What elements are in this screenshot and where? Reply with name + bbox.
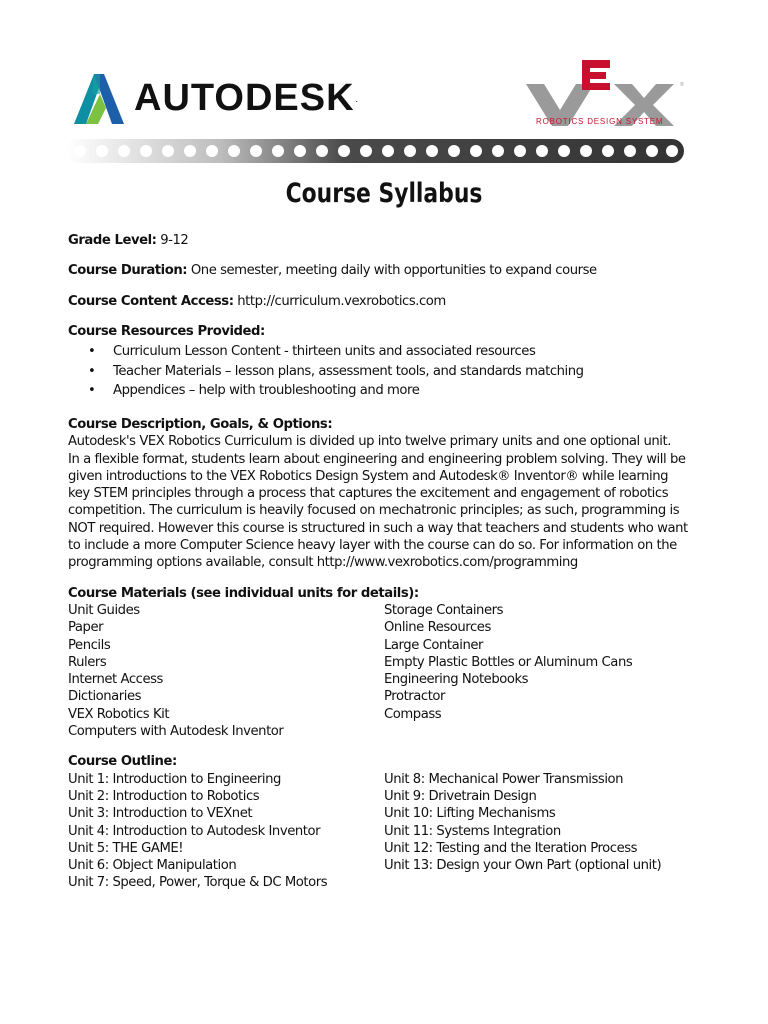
list-item: Storage Containers [384, 602, 504, 618]
materials-right-column [384, 602, 700, 740]
course-duration [68, 262, 708, 279]
list-item: Unit 11: Systems Integration [384, 823, 561, 839]
list-item: • Teacher Materials – lesson plans, assessment tools, and standards matching [88, 362, 708, 382]
list-item: Paper [68, 620, 104, 636]
materials-columns [68, 602, 708, 740]
page-title: Course Syllabus [285, 178, 483, 209]
description-line: to include a more Computer Science heavy layer with the course can do so. For information on the [68, 538, 677, 554]
description-section [68, 416, 708, 572]
description-line: Autodesk's VEX Robotics Curriculum is divided up into twelve primary units and one optional unit. [68, 434, 671, 450]
list-item: Large Container [384, 637, 483, 653]
description-line: competition. The curriculum is heavily focused on mechatronic principles; as such, programming is [68, 503, 680, 519]
list-item: Unit 9: Drivetrain Design [384, 788, 537, 804]
description-line: In a flexible format, students learn about engineering and engineering problem solving. They will be [68, 451, 686, 467]
autodesk-a-icon [70, 70, 126, 126]
list-item: Online Resources [384, 620, 491, 636]
outline-section [68, 753, 708, 891]
list-item: Unit 13: Design your Own Part (optional unit) [384, 858, 662, 874]
list-item: • Curriculum Lesson Content - thirteen units and associated resources [88, 342, 708, 362]
vex-subtitle: ROBOTICS DESIGN SYSTEM [536, 117, 664, 126]
description-heading: Course Description, Goals, & Options: [68, 416, 333, 432]
chain-divider [66, 138, 686, 164]
materials-left-column [68, 602, 384, 740]
list-item: Unit 6: Object Manipulation [68, 858, 237, 874]
syllabus-body [68, 232, 708, 892]
list-item: • Appendices – help with troubleshooting and more [88, 381, 708, 401]
vex-e-mark [582, 60, 610, 90]
outline-columns [68, 771, 708, 892]
materials-section [68, 585, 708, 741]
list-item: Unit 5: THE GAME! [68, 840, 184, 856]
course-content-access-label: Course Content Access: [68, 293, 234, 309]
outline-right-column [384, 771, 700, 892]
list-item: Unit 7: Speed, Power, Torque & DC Motors [68, 875, 328, 891]
list-item: Protractor [384, 689, 446, 705]
list-item: Unit 3: Introduction to VEXnet [68, 806, 253, 822]
grade-level-value: 9-12 [156, 233, 189, 248]
list-item: Unit 8: Mechanical Power Transmission [384, 771, 624, 787]
list-item: Unit Guides [68, 602, 140, 618]
course-duration-value: One semester, meeting daily with opportunities to expand course [187, 263, 597, 279]
list-item: Unit 12: Testing and the Iteration Process [384, 840, 638, 856]
list-item: Compass [384, 706, 442, 722]
description-line: NOT required. However this course is structured in such a way that teachers and students who want [68, 520, 688, 536]
course-content-access-value: http://curriculum.vexrobotics.com [233, 293, 446, 309]
list-item: Dictionaries [68, 689, 142, 705]
outline-heading: Course Outline: [68, 754, 177, 770]
list-item: Unit 4: Introduction to Autodesk Inventor [68, 823, 321, 839]
list-item: Engineering Notebooks [384, 672, 529, 688]
course-duration-label: Course Duration: [68, 263, 188, 279]
list-item: Unit 1: Introduction to Engineering [68, 771, 281, 787]
description-line: programming options available, consult http://www.vexrobotics.com/programming [68, 555, 578, 571]
course-content-access [68, 293, 708, 310]
autodesk-wordmark: AUTODESK. [134, 77, 360, 119]
list-item: Computers with Autodesk Inventor [68, 724, 284, 740]
grade-level [68, 232, 708, 249]
svg-text:®: ® [680, 82, 684, 88]
list-item: Pencils [68, 637, 111, 653]
resources-heading: Course Resources Provided: [68, 323, 265, 339]
description-line: given introductions to the VEX Robotics Design System and Autodesk® Inventor® while learning [68, 468, 669, 484]
description-line: key STEM principles through a process that captures the excitement and engagement of robotics [68, 486, 669, 502]
list-item: Internet Access [68, 672, 163, 688]
list-item: Empty Plastic Bottles or Aluminum Cans [384, 654, 633, 670]
resources-section [68, 323, 708, 401]
grade-level-label: Grade Level: [68, 233, 157, 248]
outline-left-column [68, 771, 384, 892]
resources-list [68, 342, 708, 401]
materials-heading: Course Materials (see individual units for details): [68, 585, 419, 601]
list-item: VEX Robotics Kit [68, 706, 170, 722]
autodesk-logo [70, 68, 359, 128]
list-item: Unit 10: Lifting Mechanisms [384, 806, 556, 822]
page-header [0, 0, 768, 175]
list-item: Unit 2: Introduction to Robotics [68, 788, 260, 804]
list-item: Rulers [68, 654, 107, 670]
